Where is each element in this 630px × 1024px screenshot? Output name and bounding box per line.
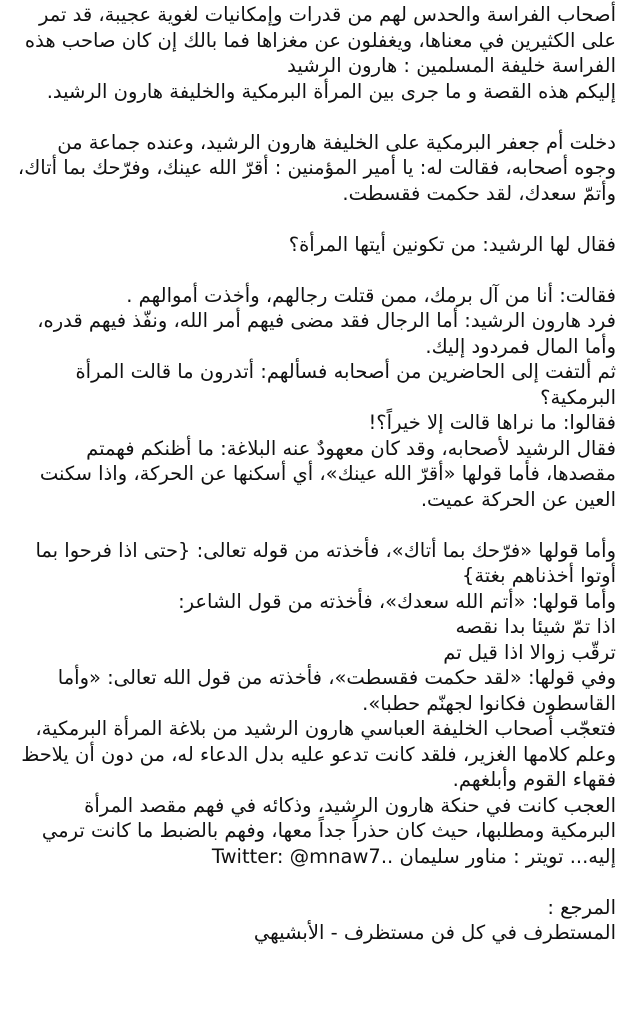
paragraph-spacer [14,206,616,232]
paragraph-spacer [14,104,616,130]
reference-heading: المرجع : [547,895,616,919]
story-paragraph-question: فقال لها الرشيد: من تكونين أيتها المرأة؟ [288,232,616,256]
reference-source: المستطرف في كل فن مستظرف - الأبشيهي [253,921,616,944]
article-text [11,2,616,946]
story-paragraph-dialogue: فقالت: أنا من آل برمك، ممن قتلت رجالهم، وأخذت أموالهم . فرد هارون الرشيد: أما الرجال فقد مضى فيهم أمر الله، ونفّذ فيهم قدره، وأما المال فمردود إليك. ثم ألتفت إلى الحاضرين من أصحابه فسألهم: أتدرون ما قالت المرأة البرمكية؟ فقالوا: ما نراها قالت إلا خيراً؟! فقال الرشيد لأصحابه، وقد كان معهودٌ عنه البلاغة: ما أظنكم فهمتم مقصدها، فأما قولها «أقرّ الله عينك»، أي أسكنها عن الحركة، واذا سكنت العين عن الحركة عميت. [37,283,616,511]
intro-paragraph: أصحاب الفراسة والحدس لهم من قدرات وإمكانيات لغوية عجيبة، قد تمر على الكثيرين في معناها، ويغفلون عن مغزاها فما بالك إن كان صاحب هذه الفراسة خليفة المسلمين : هارون الرشيد إليكم هذه القصة و ما جرى بين المرأة البرمكية والخليفة هارون الرشيد. [24,3,616,103]
story-paragraph-entrance: دخلت أم جعفر البرمكية على الخليفة هارون الرشيد، وعنده جماعة من وجوه أصحابه، فقالت له: يا أمير المؤمنين : أقرّ الله عينك، وفرّحك بما أتاك، وأتمّ سعدك، لقد حكمت فقسطت. [11,130,616,205]
paragraph-spacer [14,257,616,283]
paragraph-spacer [14,869,616,895]
story-paragraph-explanation: وأما قولها «فرّحك بما أتاك»، فأخذته من قوله تعالى: {حتى اذا فرحوا بما أوتوا أخذناهم بغتة} وأما قولها: «أتم الله سعدك»، فأخذته من قول الشاعر: اذا تمّ شيئا بدا نقصه ترقّب زوالا اذا قيل تم وفي قولها: «لقد حكمت فقسطت»، فأخذته من قول الله تعالى: «وأما القاسطون فكانوا لجهنّم حطبا». فتعجّب أصحاب الخليفة العباسي هارون الرشيد من بلاغة المرأة البرمكية، وعلم كلامها الغزير، فلقد كانت تدعو عليه بدل الدعاء له، من دون أن يلاحظ فقهاء القوم وأبلغهم. العجب كانت في حنكة هارون الرشيد، وذكائه في فهم مقصد المرأة البرمكية ومطلبها، حيث كان حذراً جداً معها، وفهم بالضبط ما كانت ترمي إليه... تويتر : مناور سليمان ..Twitter: @mnaw7 [21,538,616,868]
paragraph-spacer [14,512,616,538]
